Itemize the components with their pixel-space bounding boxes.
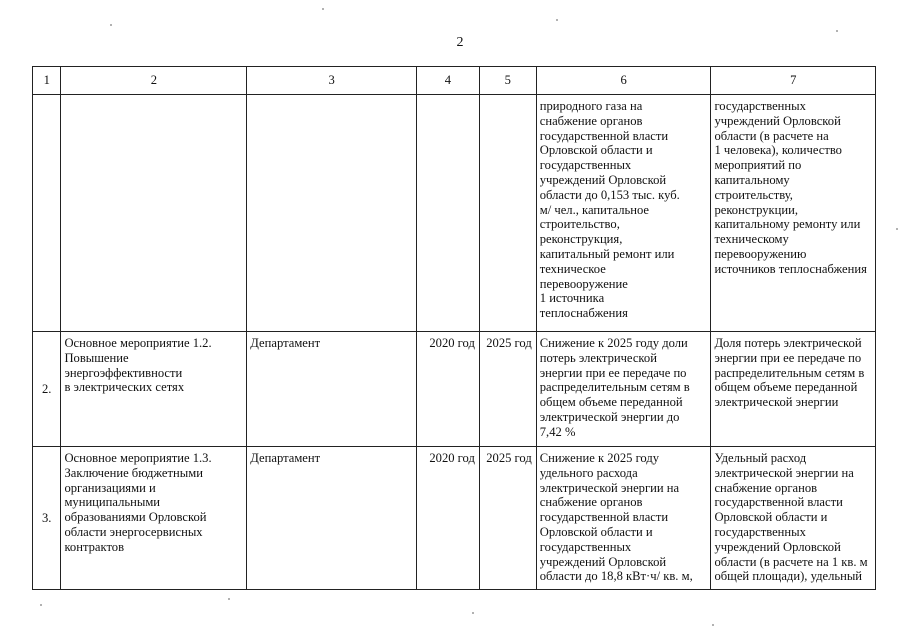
page-number: 2 [456, 35, 464, 50]
activity-text: Основное мероприятие 1.3. Заключение бюджетными организациями и муниципальными образованиями Орловской области энергосервисных контрактов [64, 451, 212, 554]
column-header: 5 [479, 67, 536, 95]
row-number-cell [33, 447, 61, 590]
column-header: 7 [711, 67, 876, 95]
scan-speck [110, 24, 112, 26]
start-year: 2020 год [429, 451, 475, 465]
activity-cell [61, 95, 247, 332]
end-year-cell [479, 332, 536, 447]
table-row [33, 332, 876, 447]
column-header: 4 [416, 67, 479, 95]
column-header: 6 [536, 67, 711, 95]
table-row [33, 447, 876, 590]
end-year: 2025 год [486, 336, 532, 350]
activity-cell [61, 447, 247, 590]
table-header-row [33, 67, 876, 95]
start-year-cell [416, 447, 479, 590]
activity-text: Основное мероприятие 1.2. Повышение энергоэффективности в электрических сетях [64, 336, 212, 395]
executor-cell [247, 332, 417, 447]
scan-speck [472, 612, 474, 614]
start-year-cell [416, 95, 479, 332]
scan-speck [712, 624, 714, 626]
end-year-cell [479, 447, 536, 590]
indicator-text: Удельный расход электрической энергии на снабжение органов государственной власти Орловской области и государственных учреждений Орловской области (в расчете на 1 кв. м общей площади), удельный [714, 451, 868, 584]
scan-speck [896, 228, 898, 230]
indicator-cell [711, 332, 876, 447]
row-number: 2. [41, 381, 52, 396]
expected-result-cell [536, 447, 711, 590]
expected-result-text: Снижение к 2025 году доли потерь электрической энергии при ее передаче по распределительным сетям в общем объеме переданной электрической энергии до 7,42 % [539, 336, 690, 439]
start-year: 2020 год [429, 336, 475, 350]
executor-cell [247, 95, 417, 332]
indicator-cell [711, 447, 876, 590]
column-header: 3 [247, 67, 417, 95]
activity-cell [61, 332, 247, 447]
end-year: 2025 год [486, 451, 532, 465]
expected-result-text: Снижение к 2025 году удельного расхода электрической энергии на снабжение органов государственной власти Орловской области и государственных учреждений Орловской области до 18,8 кВт·ч/ кв. м, [539, 451, 693, 584]
table-row [33, 95, 876, 332]
indicator-text: государственных учреждений Орловской области (в расчете на 1 человека), количество мероприятий по капитальному строительству, реконструкции, капитальному ремонту или техническому перевооружению источников теплоснабжения [714, 99, 867, 276]
column-header: 1 [33, 67, 61, 95]
expected-result-text: природного газа на снабжение органов государственной власти Орловской области и государственных учреждений Орловской области до 0,153 тыс. куб. м/ чел., капитальное строительство, реконструкция, капитальный ремонт или техническое перевооружение 1 источника теплоснабжения [539, 99, 680, 321]
row-number-cell [33, 332, 61, 447]
expected-result-cell [536, 95, 711, 332]
expected-result-cell [536, 332, 711, 447]
row-number: 3. [41, 510, 52, 525]
executor-text: Департамент [250, 336, 321, 350]
scan-speck [228, 598, 230, 600]
scan-speck [836, 30, 838, 32]
scan-speck [322, 8, 324, 10]
end-year-cell [479, 95, 536, 332]
start-year-cell [416, 332, 479, 447]
scan-speck [40, 604, 42, 606]
column-header: 2 [61, 67, 247, 95]
row-number-cell [33, 95, 61, 332]
scan-speck [556, 19, 558, 21]
indicator-text: Доля потерь электрической энергии при ее передаче по распределительным сетям в общем объеме переданной электрической энергии [714, 336, 865, 410]
executor-text: Департамент [250, 451, 321, 465]
program-activities-table [32, 66, 876, 590]
indicator-cell [711, 95, 876, 332]
executor-cell [247, 447, 417, 590]
